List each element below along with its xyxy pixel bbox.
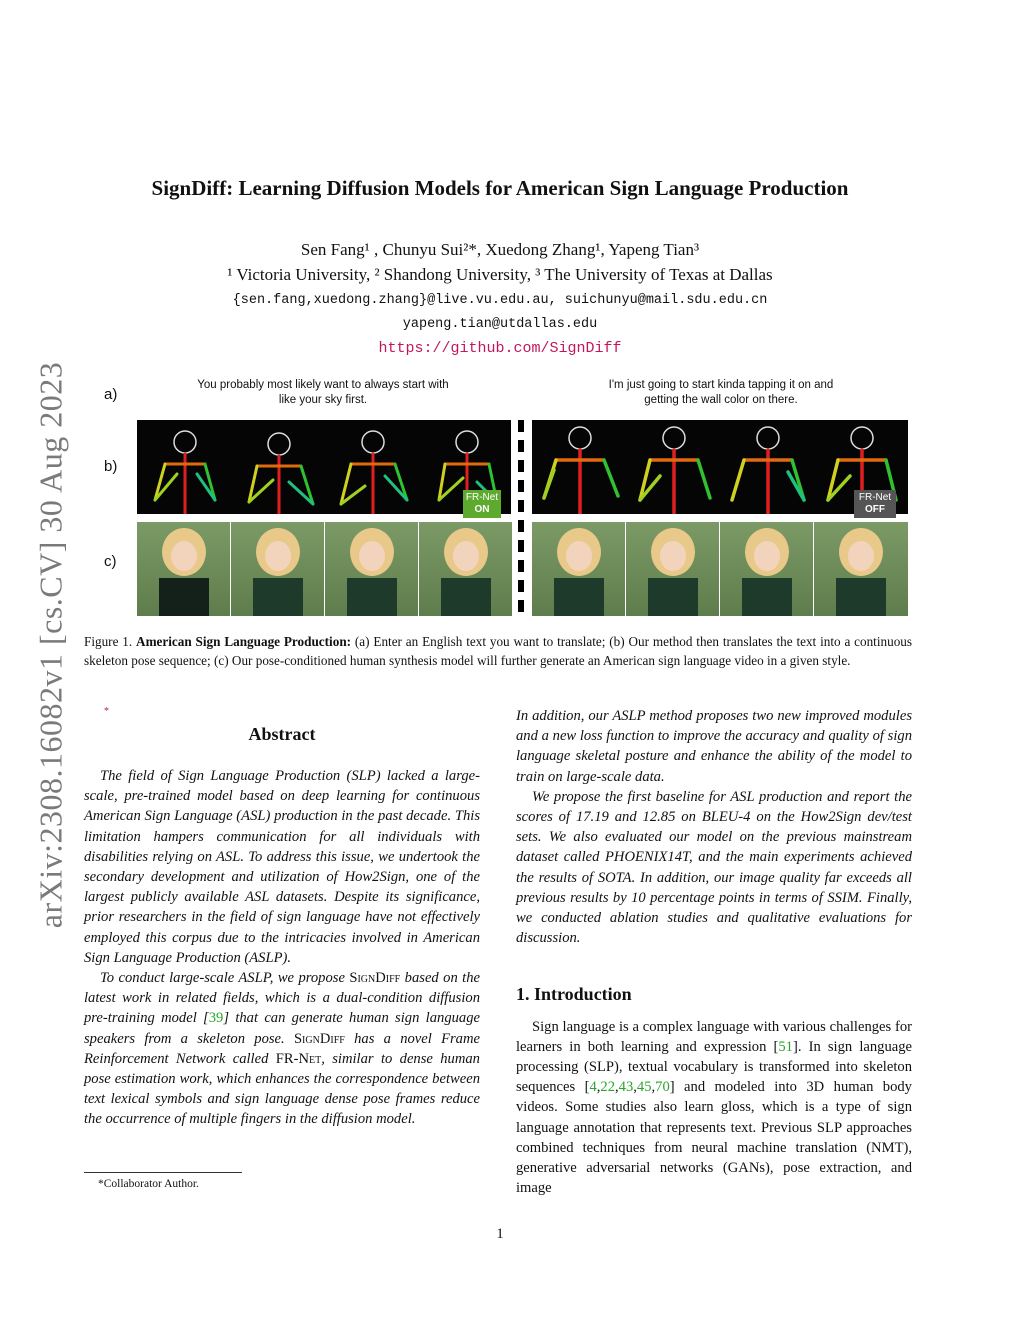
arxiv-side-stamp (28, 345, 74, 945)
abstract-body (84, 766, 480, 1130)
sequence-divider (518, 420, 524, 616)
signer-figure (626, 522, 719, 616)
signer-figure (814, 522, 908, 616)
abstract-p2-d: has a novel Frame Reinforcement Network called (84, 1030, 480, 1067)
right-column (516, 706, 912, 1198)
footnote: *Collaborator Author. (98, 1178, 199, 1190)
skeleton-frames-right (532, 420, 908, 514)
abstract-heading: Abstract (248, 724, 316, 744)
caption-text: (a) Enter an English text you want to translate; (b) Our method then translates the text into a continuous skeleton pose sequence; (c) Our pose-conditioned human synthesis model will further generate an American sign language video in a given style. (84, 634, 913, 668)
video-frame (137, 522, 230, 616)
frnet-name: FR-Net (275, 1050, 322, 1067)
signer-figure (720, 522, 813, 616)
abstract-p2-e: , similar to dense human pose estimation work, which enhances the correspondence between text lexical symbols and sign language dense pose frames reduce the occurrence of multiple fingers in the diffusion model. (84, 1050, 480, 1128)
video-frame (720, 522, 813, 616)
citation-39[interactable]: 39 (208, 1010, 224, 1027)
footnote-star-mark: * (104, 706, 109, 717)
figure-caption (84, 632, 912, 670)
row-label-b: b) (104, 458, 118, 475)
abstract-paragraph-1: The field of Sign Language Production (SLP) lacked a large-scale, pre-trained model based on deep learning for continuous American Sign Language (ASL) production in the past decade. This limitation hampers communication for all individuals with disabilities relying on ASL. To address this issue, we undertook the secondary development and utilization of How2Sign, one of the largest publicly available ASL datasets. Despite its significance, prior researchers in the field of sign language have not effectively employed this corpus due to the intricacies involved in American Sign Language Production (ASLP). (84, 768, 480, 966)
video-frame (231, 522, 324, 616)
signer-figure (231, 522, 324, 616)
skeleton-sequence-right (532, 420, 908, 514)
citation-45[interactable]: 45 (636, 1079, 652, 1096)
badge-off-line2: OFF (865, 504, 885, 515)
abstract-p2-c: ] that can generate human sign language speakers from a skeleton pose. (84, 1010, 480, 1047)
author-emails-line2: yapeng.tian@utdallas.edu (402, 317, 598, 332)
row-label-a: a) (104, 386, 118, 403)
signer-figure (325, 522, 418, 616)
fr-net-on-badge (463, 490, 501, 518)
caption-label: Figure 1. (84, 634, 133, 649)
signdiff-name-2: SignDiff (293, 1030, 345, 1047)
row-label-c: c) (104, 553, 117, 570)
citation-4[interactable]: 4 (589, 1079, 597, 1096)
signdiff-name: SignDiff (349, 970, 401, 987)
signer-figure (532, 522, 625, 616)
citation-51[interactable]: 51 (778, 1038, 793, 1055)
abstract-heading-wrap (84, 724, 480, 745)
skeleton-frames-left (137, 420, 511, 514)
author-emails-line1: {sen.fang,xuedong.zhang}@live.vu.edu.au, suichunyu@mail.sdu.edu.cn (232, 293, 768, 308)
badge-off-line1: FR-Net (858, 492, 892, 503)
abstract-paragraph-2 (84, 968, 480, 1130)
signer-figure (419, 522, 512, 616)
generated-video-right (532, 522, 908, 616)
video-frame (532, 522, 625, 616)
video-frame (325, 522, 418, 616)
citation-70[interactable]: 70 (655, 1079, 670, 1096)
video-frame (814, 522, 908, 616)
skeleton-sequence-left (137, 420, 511, 514)
video-frame (419, 522, 512, 616)
caption-bold: American Sign Language Production: (136, 634, 352, 649)
fr-net-off-badge (854, 490, 896, 518)
abstract-p2-a: To conduct large-scale ASLP, we propose (100, 970, 350, 987)
badge-on-line1: FR-Net (465, 492, 499, 503)
intro-part-c: ] and modeled into 3D human body videos. Some studies also learn gloss, which is a type of sign language annotation that represents text. Previous SLP approaches combined techniques from neural machine translation (NMT), generative adversarial networks (GANs), pose extraction, and image (516, 1079, 912, 1197)
signer-figure (137, 522, 230, 616)
generated-video-left (137, 522, 511, 616)
intro-part-b: ]. In sign language processing (SLP), textual vocabulary is transformed into skeleton sequences [ (516, 1038, 912, 1096)
abstract-paragraph-3: In addition, our ASLP method proposes two new improved modules and a new loss function to improve the accuracy and quality of sign language skeletal posture and enhance the ability of the model to train on large-scale data. (516, 708, 912, 785)
paper-title: SignDiff: Learning Diffusion Models for American Sign Language Production (151, 176, 849, 200)
arxiv-id: arXiv:2308.16082v1 [cs.CV] 30 Aug 2023 (32, 361, 69, 929)
project-link[interactable]: https://github.com/SignDiff (378, 340, 622, 357)
abstract-paragraph-4: We propose the first baseline for ASL production and report the scores of 17.19 and 12.85 on BLEU-4 on the How2Sign dev/test sets. We also evaluated our model on the previous mainstream dataset called PHOENIX14T, and the main experiments achieved the results of SOTA. In addition, our image quality far exceeds all previous results by 10 percentage points in terms of SSIM. Finally, we conducted ablation studies and qualitative evaluations for discussion. (516, 788, 912, 947)
input-sentence-right: I'm just going to start kinda tapping it on and getting the wall color on there. (608, 379, 834, 406)
affiliations: ¹ Victoria University, ² Shandong University, ³ The University of Texas at Dallas (227, 265, 773, 284)
citation-43[interactable]: 43 (618, 1079, 634, 1096)
author-list: Sen Fang¹ , Chunyu Sui²*, Xuedong Zhang¹, Yapeng Tian³ (300, 240, 700, 259)
introduction-paragraph: Sign language is a complex language with various challenges for learners in both learning and expression [51]. In sign language processing (SLP), textual vocabulary is transformed into skeleton sequences [4,22,43,45,70] and modeled into 3D human body videos. Some studies also learn gloss, which is a type of sign language annotation that represents text. Previous SLP approaches combined techniques from neural machine translation (NMT), generative adversarial networks (GANs), pose extraction, and image (516, 1018, 912, 1197)
footnote-rule (84, 1172, 242, 1173)
badge-on-line2: ON (474, 504, 490, 515)
video-frame (626, 522, 719, 616)
citation-22[interactable]: 22 (600, 1079, 615, 1096)
input-sentence-left: You probably most likely want to always start with like your sky first. (197, 379, 449, 406)
introduction-heading: 1. Introduction (516, 984, 632, 1005)
intro-part-a: Sign language is a complex language with various challenges for learners in both learning and expression [ (516, 1018, 912, 1055)
abstract-p2-b: based on the latest work in related fields, which is a dual-condition diffusion pre-training model [ (84, 970, 480, 1027)
page-number: 1 (496, 1226, 504, 1242)
